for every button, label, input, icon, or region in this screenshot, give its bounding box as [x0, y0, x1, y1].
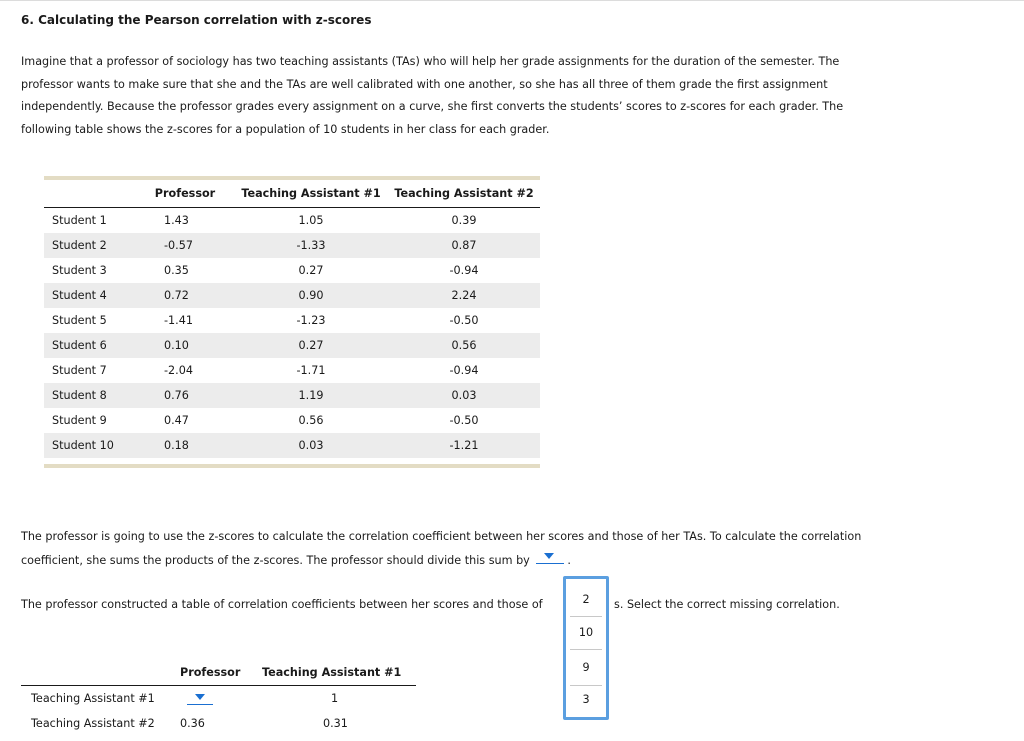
student-label: Student 6: [44, 333, 136, 358]
professor-zscore: 0.18: [136, 433, 234, 458]
ta2-zscore: 0.39: [451, 214, 477, 227]
option-divider: [570, 649, 602, 650]
divide-question-text: coefficient, she sums the products of the z-scores. The professor should divide this sum by: [21, 553, 530, 567]
dropdown-option[interactable]: 10: [578, 626, 594, 639]
table-row: [44, 308, 540, 333]
zscore-table: [44, 176, 540, 468]
corr-row-label: Teaching Assistant #1: [31, 692, 155, 705]
student-label: Student 4: [44, 283, 136, 308]
ta1-zscore: 0.90: [234, 283, 388, 308]
student-label: Student 3: [52, 264, 107, 277]
dropdown-option[interactable]: 3: [582, 693, 590, 706]
intro-line: following table shows the z-scores for a population of 10 students in her class for each grader.: [21, 122, 550, 136]
student-label: Student 8: [44, 383, 136, 408]
professor-zscore: 0.35: [164, 264, 189, 277]
professor-zscore: 0.47: [164, 414, 189, 427]
ta1-zscore: 0.27: [298, 264, 324, 277]
student-label: Student 9: [52, 414, 107, 427]
student-label: Student 5: [52, 314, 107, 327]
ta1-zscore: 0.56: [298, 414, 324, 427]
ta1-zscore: -1.23: [296, 314, 326, 327]
divisor-dropdown-menu: [563, 576, 609, 720]
table-row: [44, 358, 540, 383]
intro-line: independently. Because the professor grades every assignment on a curve, she first converts the students’ scores to z-scores for each grader. The: [21, 100, 844, 113]
professor-zscore: 1.43: [164, 214, 189, 227]
intro-line: Imagine that a professor of sociology has two teaching assistants (TAs) who will help her grade assignments for the duration of the semester. The: [21, 55, 840, 68]
option-divider: [570, 685, 602, 686]
ta1-zscore: -1.33: [234, 233, 388, 258]
table-bottom-bar: [44, 464, 540, 468]
chevron-down-icon: [544, 553, 554, 559]
ta1-zscore: 0.27: [234, 333, 388, 358]
table-row: [44, 333, 540, 358]
corr-header-rule: [21, 685, 416, 686]
header-empty: [44, 180, 136, 208]
ta1-zscore: -1.71: [296, 364, 326, 377]
ta2-zscore: 0.87: [388, 233, 540, 258]
intro-line: professor wants to make sure that she and the TAs are well calibrated with one another, so she has all three of them grade the first assignment: [21, 77, 828, 91]
header-professor: Professor: [136, 180, 234, 208]
table-row: [44, 233, 540, 258]
ta2-zscore: -0.50: [449, 414, 479, 427]
professor-zscore: -0.57: [136, 233, 234, 258]
period: .: [567, 553, 571, 567]
option-divider: [570, 616, 602, 617]
ta2-zscore: 0.03: [388, 383, 540, 408]
divide-question-line2: [21, 549, 921, 573]
table-row: [44, 383, 540, 408]
student-label: Student 2: [44, 233, 136, 258]
divisor-dropdown[interactable]: [536, 549, 564, 564]
header-ta1: Teaching Assistant #1: [234, 180, 388, 208]
corr-cell: 0.31: [323, 717, 348, 730]
ta1-zscore: 0.03: [234, 433, 388, 458]
corr-row-label: Teaching Assistant #2: [31, 717, 155, 730]
ta1-zscore: 1.19: [234, 383, 388, 408]
professor-zscore: 0.76: [136, 383, 234, 408]
chevron-down-icon: [195, 694, 205, 700]
top-border: [0, 0, 1024, 5]
intro-paragraph: [21, 51, 901, 141]
table-row: [44, 433, 540, 458]
dropdown-option[interactable]: 2: [582, 593, 590, 606]
ta2-zscore: -0.94: [449, 264, 479, 277]
corr-cell: 1: [331, 692, 339, 705]
professor-zscore: -1.41: [164, 314, 193, 327]
table-row: [44, 258, 540, 283]
table-row: [44, 283, 540, 308]
ta2-zscore: -0.94: [449, 364, 479, 377]
professor-zscore: 0.10: [136, 333, 234, 358]
question-title: 6. Calculating the Pearson correlation with z-scores: [21, 13, 372, 27]
dropdown-option[interactable]: 9: [582, 661, 590, 674]
divide-question: [21, 526, 921, 572]
divide-question-line1: The professor is going to use the z-scores to calculate the correlation coefficient between her scores and those of her TAs. To calculate the correlation: [21, 530, 862, 543]
correlation-question-left: The professor constructed a table of correlation coefficients between her scores and those of: [21, 598, 543, 611]
corr-header-ta1: Teaching Assistant #1: [262, 666, 402, 679]
ta2-zscore: 2.24: [388, 283, 540, 308]
ta2-zscore: 0.56: [388, 333, 540, 358]
professor-zscore: -2.04: [164, 364, 193, 377]
professor-zscore: 0.72: [136, 283, 234, 308]
correlation-question-right: s. Select the correct missing correlation.: [614, 598, 840, 611]
ta2-zscore: -1.21: [388, 433, 540, 458]
student-label: Student 10: [44, 433, 136, 458]
student-label: Student 7: [52, 364, 107, 377]
corr-cell: 0.36: [180, 717, 205, 730]
corr-header-professor: Professor: [180, 666, 241, 679]
header-ta2: Teaching Assistant #2: [388, 180, 540, 208]
ta1-zscore: 1.05: [298, 214, 324, 227]
table-row: [44, 208, 540, 234]
student-label: Student 1: [52, 214, 107, 227]
table-row: [44, 408, 540, 433]
missing-correlation-dropdown[interactable]: [187, 690, 213, 705]
ta2-zscore: -0.50: [449, 314, 479, 327]
